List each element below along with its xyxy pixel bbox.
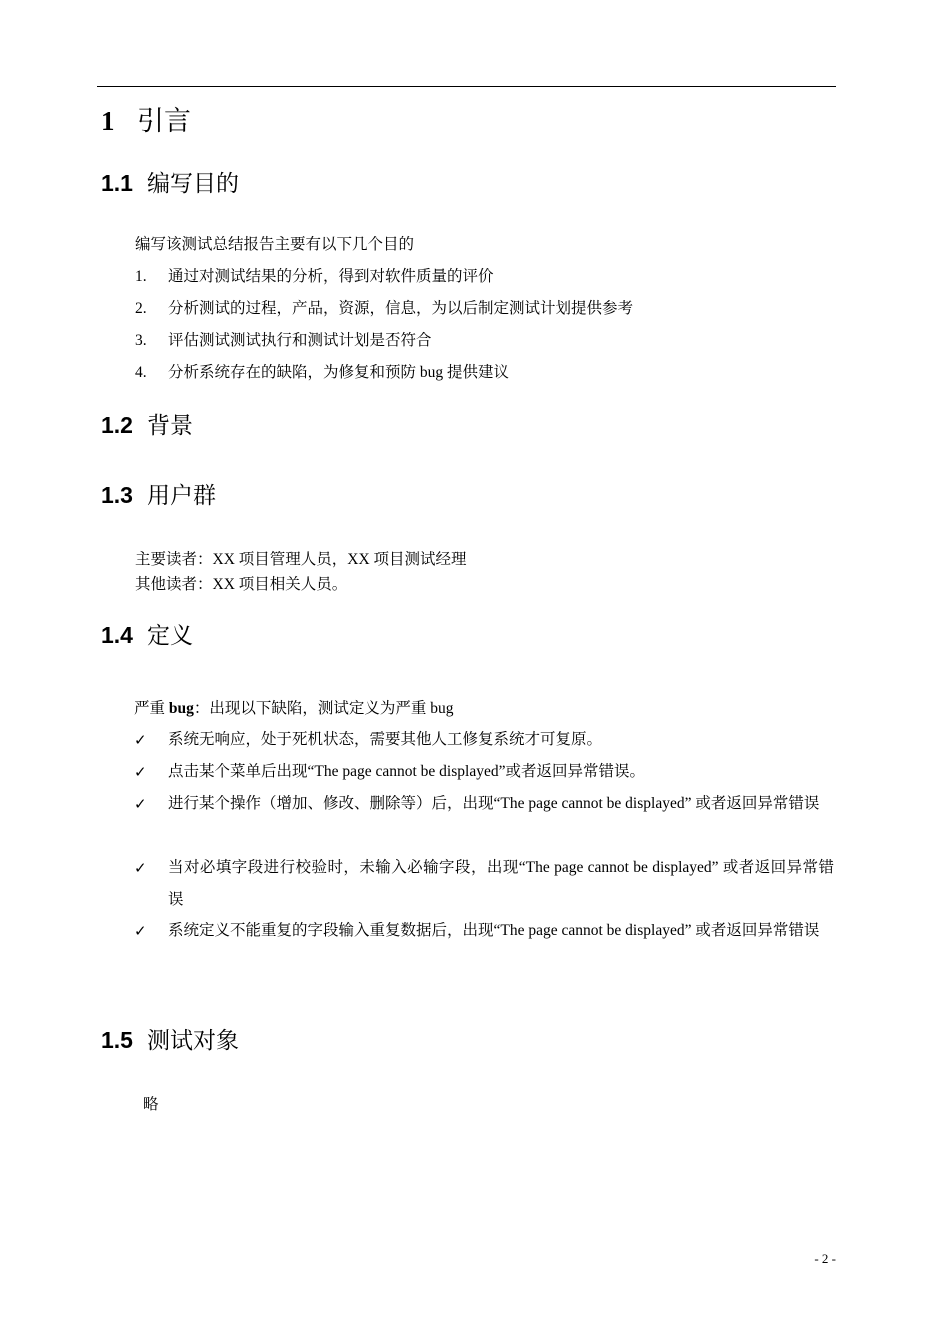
section-number: 1.2 bbox=[101, 412, 133, 438]
checkmark-icon: ✓ bbox=[134, 763, 147, 781]
section-title: 背景 bbox=[147, 412, 193, 438]
purpose-item bbox=[135, 299, 633, 319]
item-text: 分析系统存在的缺陷，为修复和预防 bug 提供建议 bbox=[168, 364, 510, 381]
purpose-item bbox=[135, 363, 509, 383]
checkmark-icon: ✓ bbox=[134, 795, 147, 813]
definition-item bbox=[134, 724, 834, 756]
item-text: 分析测试的过程，产品，资源，信息，为以后制定测试计划提供参考 bbox=[168, 300, 634, 317]
item-number: 2. bbox=[135, 300, 147, 317]
section-number: 1.4 bbox=[101, 622, 133, 648]
chapter-heading bbox=[101, 103, 191, 139]
item-text: 评估测试测试执行和测试计划是否符合 bbox=[168, 332, 432, 349]
definition-intro-bold: bug bbox=[168, 700, 194, 717]
item-number: 1. bbox=[135, 268, 147, 285]
purpose-item bbox=[135, 331, 432, 351]
purpose-item bbox=[135, 267, 494, 287]
definition-intro-prefix: 严重 bbox=[134, 700, 169, 717]
section-number: 1.3 bbox=[101, 482, 133, 508]
header-rule bbox=[97, 86, 836, 87]
item-number: 4. bbox=[135, 364, 147, 381]
item-number: 3. bbox=[135, 332, 147, 349]
section-title: 用户群 bbox=[147, 482, 216, 508]
section-title: 测试对象 bbox=[147, 1027, 239, 1053]
definition-item-text: 系统无响应，处于死机状态，需要其他人工修复系统才可复原。 bbox=[168, 731, 603, 748]
section-heading-1-5 bbox=[101, 1025, 239, 1055]
section-title: 编写目的 bbox=[147, 170, 239, 196]
definition-intro-suffix: ：出现以下缺陷，测试定义为严重 bug bbox=[193, 700, 454, 717]
item-text: 通过对测试结果的分析，得到对软件质量的评价 bbox=[168, 268, 494, 285]
section-number: 1.5 bbox=[101, 1027, 133, 1053]
checkmark-icon: ✓ bbox=[134, 731, 147, 749]
definition-item bbox=[134, 788, 834, 820]
users-main: 主要读者：XX 项目管理人员，XX 项目测试经理 bbox=[135, 551, 467, 568]
section-heading-1-4 bbox=[101, 620, 193, 650]
section-heading-1-3 bbox=[101, 480, 216, 510]
section-title: 定义 bbox=[147, 622, 193, 648]
checkmark-icon: ✓ bbox=[134, 859, 147, 877]
definition-item-text: 当对必填字段进行校验时，未输入必输字段，出现“The page cannot be displayed” 或者返回异常错误 bbox=[168, 859, 834, 908]
purpose-intro: 编写该测试总结报告主要有以下几个目的 bbox=[135, 236, 415, 253]
users-other: 其他读者：XX 项目相关人员。 bbox=[135, 576, 348, 593]
definition-intro bbox=[134, 699, 454, 719]
definition-item bbox=[134, 756, 834, 788]
section-heading-1-1 bbox=[101, 168, 239, 198]
page-number: - 2 - bbox=[814, 1251, 836, 1266]
checkmark-icon: ✓ bbox=[134, 922, 147, 940]
section-heading-1-2 bbox=[101, 410, 193, 440]
section-number: 1.1 bbox=[101, 170, 133, 196]
chapter-title: 引言 bbox=[137, 106, 191, 136]
definition-item-text: 进行某个操作（增加、修改、删除等）后，出现“The page cannot be displayed” 或者返回异常错误 bbox=[168, 795, 820, 812]
definition-item-text: 点击某个菜单后出现“The page cannot be displayed”或者返回异常错误。 bbox=[168, 763, 645, 780]
definition-item-text: 系统定义不能重复的字段输入重复数据后，出现“The page cannot be displayed” 或者返回异常错误 bbox=[168, 922, 820, 939]
definition-item bbox=[134, 915, 834, 947]
test-object-text: 略 bbox=[143, 1096, 159, 1113]
definition-item bbox=[134, 852, 834, 916]
chapter-number: 1 bbox=[101, 106, 115, 136]
